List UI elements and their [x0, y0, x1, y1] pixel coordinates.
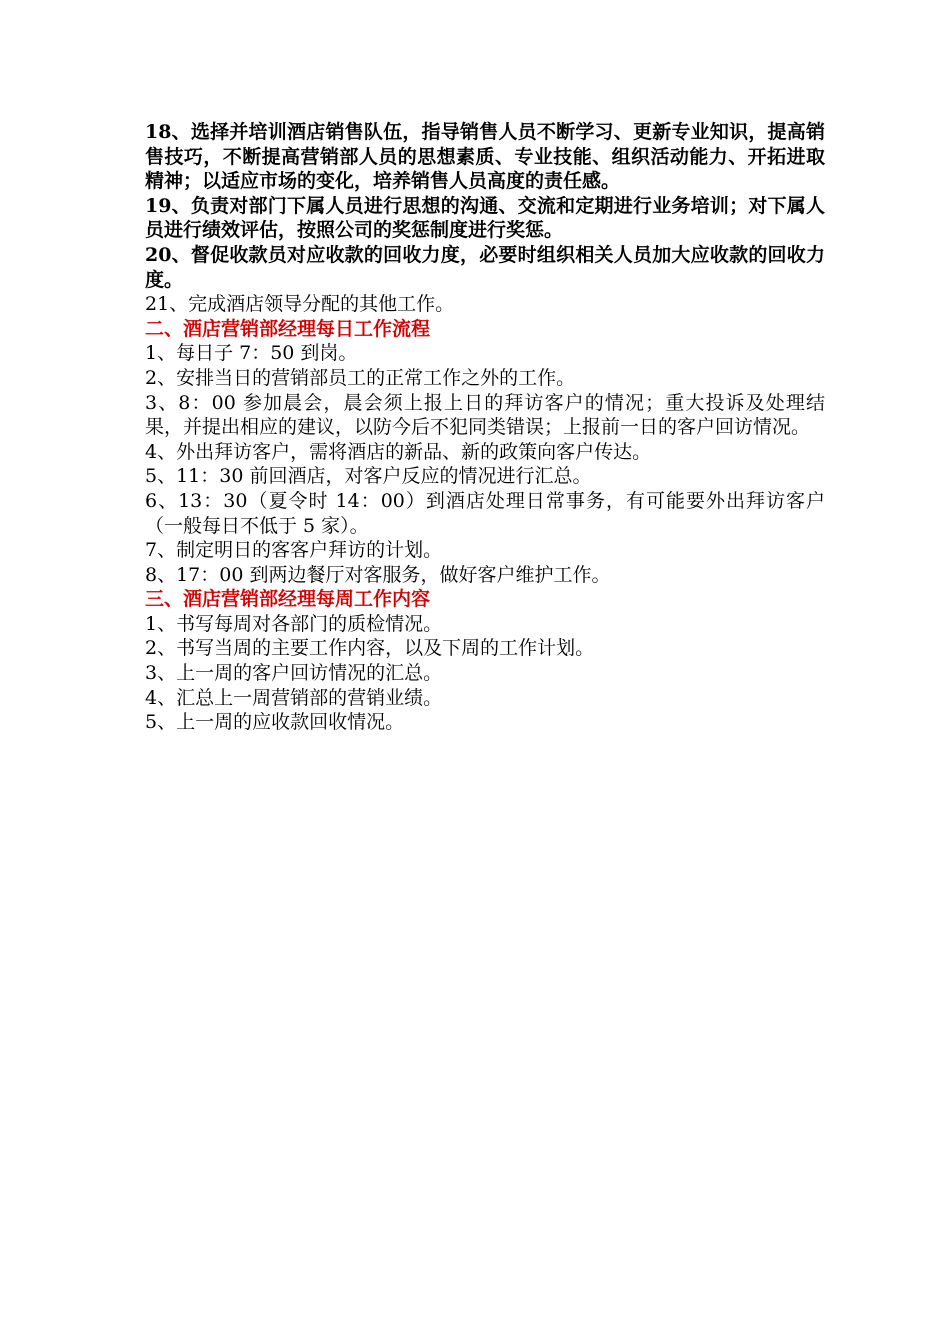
daily-item-3: 3、8：00 参加晨会，晨会须上报上日的拜访客户的情况；重大投诉及处理结果，并提出相应的建议，以防今后不犯同类错误；上报前一日的客户回访情况。 — [145, 391, 825, 439]
section-heading-weekly-content: 三、酒店营销部经理每周工作内容 — [145, 588, 431, 611]
duty-item-21: 21、完成酒店领导分配的其他工作。 — [145, 293, 455, 316]
duty-item-19: 19、负责对部门下属人员进行思想的沟通、交流和定期进行业务培训；对下属人员进行绩效评估，按照公司的奖惩制度进行奖惩。 — [145, 194, 825, 242]
weekly-item-1: 1、书写每周对各部门的质检情况。 — [145, 612, 443, 635]
weekly-item-2: 2、书写当周的主要工作内容，以及下周的工作计划。 — [145, 637, 595, 660]
daily-item-8: 8、17：00 到两边餐厅对客服务，做好客户维护工作。 — [145, 563, 611, 586]
weekly-item-3: 3、上一周的客户回访情况的汇总。 — [145, 662, 443, 685]
weekly-item-5: 5、上一周的应收款回收情况。 — [145, 711, 405, 734]
daily-item-4: 4、外出拜访客户，需将酒店的新品、新的政策向客户传达。 — [145, 440, 652, 463]
daily-item-5: 5、11：30 前回酒店，对客户反应的情况进行汇总。 — [145, 465, 592, 488]
daily-item-7: 7、制定明日的客客户拜访的计划。 — [145, 539, 443, 562]
section-heading-daily-workflow: 二、酒店营销部经理每日工作流程 — [145, 317, 431, 340]
daily-item-2: 2、安排当日的营销部员工的正常工作之外的工作。 — [145, 366, 576, 389]
daily-item-6: 6、13：30（夏令时 14：00）到酒店处理日常事务，有可能要外出拜访客户（一般每日不低于 5 家）。 — [145, 489, 825, 537]
document-body — [145, 120, 825, 735]
duty-item-20: 20、督促收款员对应收款的回收力度，必要时组织相关人员加大应收款的回收力度。 — [145, 243, 825, 291]
weekly-item-4: 4、汇总上一周营销部的营销业绩。 — [145, 686, 443, 709]
daily-item-1: 1、每日子 7：50 到岗。 — [145, 342, 358, 365]
duty-item-18: 18、选择并培训酒店销售队伍，指导销售人员不断学习、更新专业知识，提高销售技巧，不断提高营销部人员的思想素质、专业技能、组织活动能力、开拓进取精神；以适应市场的变化，培养销售人员高度的责任感。 — [145, 121, 825, 193]
